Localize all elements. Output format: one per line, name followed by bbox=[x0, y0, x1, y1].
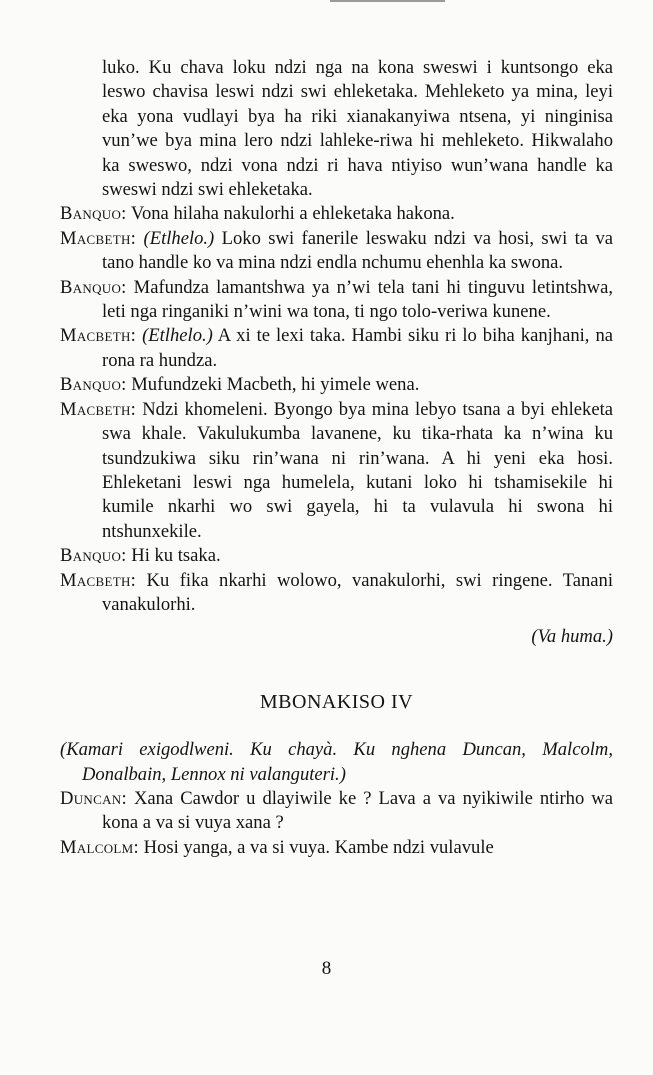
aside-direction: (Etlhelo.) bbox=[142, 325, 213, 347]
page-body bbox=[60, 56, 613, 860]
speech-text: Ku fika nkarhi wolowo, vanakulorhi, swi ringene. Tanani vanakulorhi. bbox=[102, 569, 613, 615]
speech-malcolm-1 bbox=[60, 836, 613, 860]
speech-text: Ndzi khomeleni. Byongo bya mina lebyo tsana a byi ehleketa swa khale. Vakulukumba lavanene, ku tika-rhata ka n’wina ku tsundzukiwa siku rin’wana ni rin’wana. A hi yeni eka hosi. Ehleketani leswi nga humelela, kutani loko hi tshamisekile hi kumile nkarhi wo swi gayela, hi ta vulavula hi swona hi ntshunxekile. bbox=[102, 398, 613, 542]
speaker-name: Malcolm: bbox=[60, 836, 139, 858]
speaker-name: Banquo: bbox=[60, 203, 127, 225]
speech-text: Vona hilaha nakulorhi a ehleketaka hakona. bbox=[130, 203, 455, 225]
aside-direction: (Etlhelo.) bbox=[143, 227, 215, 249]
speech-banquo-3 bbox=[60, 373, 613, 397]
speech-macbeth-2 bbox=[60, 324, 613, 373]
speaker-name: Macbeth: bbox=[60, 325, 137, 347]
speaker-name: Macbeth: bbox=[60, 398, 137, 420]
stage-direction: (Kamari exigodlweni. Ku chayà. Ku nghena Duncan, Malcolm, Donalbain, Lennox ni valanguteri.) bbox=[60, 739, 613, 785]
page-number: 8 bbox=[321, 958, 332, 979]
speech-text: Mufundzeki Macbeth, hi yimele wena. bbox=[131, 374, 420, 396]
top-rule bbox=[330, 0, 445, 2]
speech-text: Hosi yanga, a va si vuya. Kambe ndzi vulavule bbox=[143, 836, 494, 858]
speaker-name: Macbeth: bbox=[60, 569, 137, 591]
speech-text: A xi te lexi taka. Hambi siku ri lo biha kanjhani, na rona ra hundza. bbox=[102, 325, 613, 371]
speech-duncan-1 bbox=[60, 787, 613, 836]
continuation-paragraph: luko. Ku chava loku ndzi nga na kona sweswi i kuntsongo eka leswo chavisa leswi ndzi swi ehleketaka. Mehleketo ya mina, leyi eka yona vudlayi bya ha riki xianakanyiwa ntsena, yi ninginisa vun’we bya mina lero ndzi lahleke-riwa hi mehleketo. Hikwalaho ka sweswo, ndzi vona ndzi ri hava ntiyiso wun’wana handle ka sweswi ndzi swi ehleketaka. bbox=[102, 57, 613, 201]
speech-banquo-1 bbox=[60, 202, 613, 226]
speech-macbeth-1 bbox=[60, 227, 613, 276]
speaker-name: Banquo: bbox=[60, 545, 127, 567]
speech-macbeth-4 bbox=[60, 569, 613, 618]
speech-macbeth-3 bbox=[60, 398, 613, 544]
speech-text: Loko swi fanerile leswaku ndzi va hosi, swi ta va tano handle ko va mina ndzi endla nchumu ehenhla ka swona. bbox=[102, 227, 613, 274]
speaker-name: Banquo: bbox=[60, 276, 127, 298]
speaker-name: Banquo: bbox=[60, 374, 127, 396]
speaker-name: Duncan: bbox=[60, 787, 127, 809]
scene-heading: MBONAKISO IV bbox=[259, 690, 414, 713]
speech-banquo-2 bbox=[60, 276, 613, 325]
speech-text: Xana Cawdor u dlayiwile ke ? Lava a va nyikiwile ntirho wa kona a va si vuya xana ? bbox=[102, 787, 613, 834]
exit-direction: (Va huma.) bbox=[531, 626, 613, 648]
speech-text: Hi ku tsaka. bbox=[131, 545, 221, 567]
speaker-name: Macbeth: bbox=[60, 227, 137, 249]
speech-text: Mafundza lamantshwa ya n’wi tela tani hi tinguvu letintshwa, leti nga ringaniki n’wini wa tona, ti ngo tolo-veriwa kunene. bbox=[102, 276, 613, 323]
speech-banquo-4 bbox=[60, 544, 613, 568]
